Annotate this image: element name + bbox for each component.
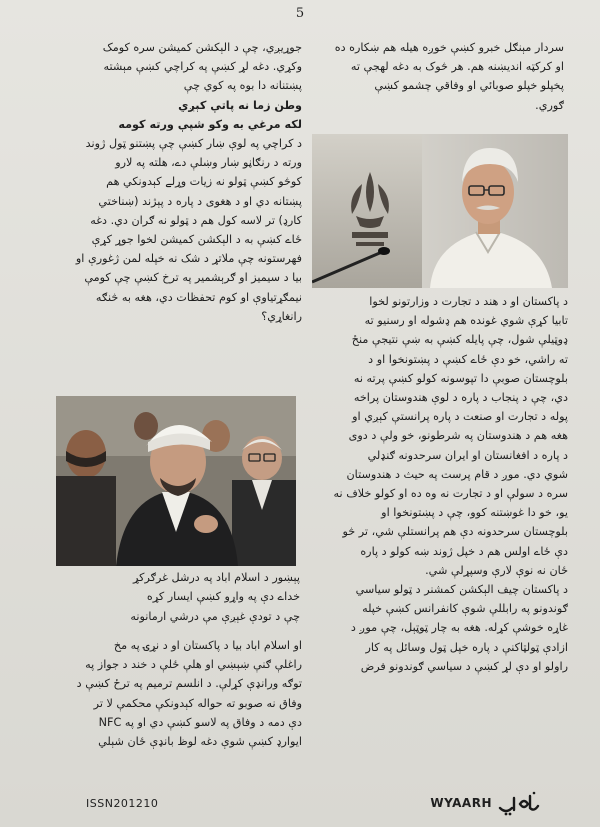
photo-group-of-men xyxy=(56,396,296,566)
text-line: بلوچستان صوبې دا تپوسونه کولو کښې پرته نه xyxy=(353,371,568,385)
text-line: دي، چې د پنجاب د پاره د لوې هندوستان پراخه xyxy=(353,391,568,405)
text-line: دې ځاے اولس هم د خپل ژوند ښه کولو د پاره xyxy=(360,544,568,558)
text-line: ته راشي، خو دې ځاے کښې د پښتونخوا او د xyxy=(368,352,568,366)
logo-urdu-wordmark xyxy=(496,790,540,816)
text-line: رانغاړي؟ xyxy=(261,309,302,323)
text-line: تابيا کړې شوي غونده هم ډشوله او رسنيو ته xyxy=(364,314,568,328)
caption-line: پېښور د اسلام اباد په درشل غرګرکړ xyxy=(132,571,300,584)
text-line: د پاکستان او د هند د تجارت د وزارتونو لخوا xyxy=(369,295,568,308)
text-line: ورته د رنګاڼو ښار وښلې دے، هلته په لارو xyxy=(115,156,302,170)
caption-line: خداے دې په واړو کښې ايسار کړه xyxy=(146,590,300,604)
logo-latin-text: WYAARH xyxy=(430,796,492,810)
text-line: شوي دي. موږ د قام پرست په حيث د هندوستان xyxy=(346,467,568,481)
text-line: وفاق نه صوبو ته حواله کېدونکې محکمې لا تر xyxy=(93,696,302,710)
text-line: لکه مرغي به وکو شپې ورته کومه xyxy=(118,117,302,131)
text-line: غاړه خوشې کړله. هغه به چار ټوټېل، چې موږ د xyxy=(350,621,568,635)
text-line: پوله د تجارت او صنعت د پاره پرانستې کېږي او xyxy=(352,410,568,424)
text-line: توګه ورانډې کړلې. د انلسم ترميم په ترځ کښې د xyxy=(76,677,302,691)
left-column-top-text xyxy=(56,38,302,392)
text-line: جوړيږي، چې د الېکشن کميشن سره کومک xyxy=(102,41,302,54)
text-line: فهرستونه چې ملاتړ د شک نه خپله لمن ژغورې او xyxy=(75,252,302,266)
text-line: ګوري. xyxy=(535,98,564,112)
caption-line: چې د تودې غېږې مې درشي ارمانونه xyxy=(130,609,300,623)
text-line: وطن زما نه پاتې کېږي xyxy=(178,98,302,112)
text-line: ايوارډ کښې شوې دغه لوظ بانډې ځان شېلي xyxy=(98,735,302,749)
text-line: ځاے کښې به د الېکشن کميشن لخوا جوړ کړې xyxy=(91,233,302,247)
text-line: ډوټيلې شول، چې پايله کښې به ښې نتيجې منځ xyxy=(351,333,568,347)
text-line: بيا د سيميز او ګرېشمير په ترخ کښې چې کومې xyxy=(84,271,302,285)
text-line: نيمګړتياوې او کوم تحفظات دي، هغه به څنګه xyxy=(95,290,302,304)
text-line: کارډ) تر لاسه کول هم د ټولو نه ګران دي. دغه xyxy=(90,213,302,227)
text-line: پښتنانه دا بوه په کوي چې xyxy=(183,79,302,93)
magazine-logo xyxy=(430,790,540,816)
text-line: بلوچستان سرحدونه دې هم پرانستلې شي، تر څو xyxy=(342,525,568,539)
text-line: ازادې ټولټاکنې د پاره خپل ټول وسائل په کار xyxy=(365,640,568,654)
text-line: پخپلو خپلو صوبائي او وفاقي چشمو کښې xyxy=(374,79,564,93)
text-line: سردار مېنګل خبرو کښې خوږه هيله هم ښکاره ده xyxy=(334,41,564,54)
text-line: د پاره د افغانستان او ايران سرحدونه ګنډلي xyxy=(367,448,568,462)
photo-caption-poem xyxy=(100,568,300,626)
photo-speaker-with-microphone xyxy=(312,134,568,288)
left-column-bottom-text xyxy=(56,636,302,771)
text-line: وکړي. دغه لړ کښې په کراچي کښې مېشته xyxy=(103,60,302,74)
text-line: هغه هم د هندوستان په شرطونو، خو ولې د دوی xyxy=(348,429,568,443)
text-line: ځان نه نوې لارې وسپړلې شي. xyxy=(425,563,568,577)
text-line: او اسلام اباد بيا د پاکستان او د نړۍ په مخ xyxy=(113,639,302,652)
right-column-bottom-text xyxy=(312,292,568,762)
text-line: راولو او دې لړ کښې د سياسي ګوندونو فرض xyxy=(360,659,568,673)
text-line: دې دمه د وفاق په لاسو کښې دي او په NFC xyxy=(98,715,302,729)
text-line: ګوندونو په رابللې شوې کانفرانس کښې خپله xyxy=(362,602,568,616)
page-number: 5 xyxy=(295,6,305,21)
text-line: پښتانه دي او د هغوی د پاره د پېژند (ښناختي xyxy=(98,194,302,208)
text-line: سره د سولې او د تجارت نه وه ده او کولو خلاف نه xyxy=(333,487,568,501)
text-line: کوڅو کښې ټولو نه زيات وړلے کېدونکي هم xyxy=(106,175,302,189)
text-line: راغلې ګنې ښېښي او هلې ځلې د خند د جواز په xyxy=(85,658,302,672)
text-line: او کرکټه انديښنه هم. هر څوک به دغه لهجې ته xyxy=(350,60,564,74)
text-line: د پاکستان چيف الېکشن کمشنر د ټولو سياسي xyxy=(355,583,568,597)
text-line: يو، خو دا غوښتنه کوو، چې د پښتونخوا او xyxy=(381,506,568,520)
text-line: د کراچي په لوې ښار کښې چې پښتنو ټول ژوند xyxy=(85,137,302,151)
issn-number: ISSN201210 xyxy=(86,797,159,810)
right-column-top-text xyxy=(312,38,564,130)
